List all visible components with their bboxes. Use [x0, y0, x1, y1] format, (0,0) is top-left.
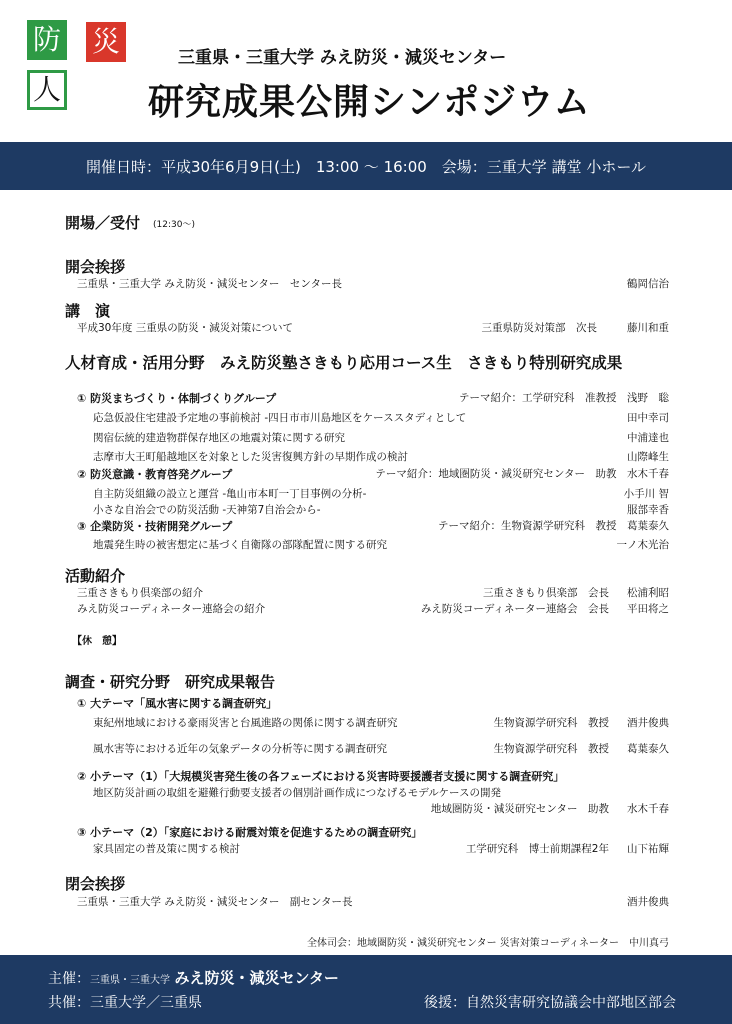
sakimori-heading: 人材育成・活用分野 みえ防災塾さきもり応用コース生 さきもり特別研究成果	[65, 354, 623, 372]
group-1-item-2: 関宿伝統的建造物群保存地区の地震対策に関する研究	[93, 432, 345, 444]
footer-band	[0, 955, 732, 1024]
greeting-speaker: 三重県・三重大学 みえ防災・減災センター センター長	[77, 278, 342, 290]
page-title: 研究成果公開シンポジウム	[148, 82, 591, 123]
lecture-topic: 平成30年度 三重県の防災・減災対策について	[77, 322, 293, 334]
theme-1-heading: ① 大テーマ「風水害に関する調査研究」	[77, 697, 278, 710]
lecture-name: 藤川和重	[627, 322, 669, 334]
theme-1-item-1-affiliation: 生物資源学研究科 教授	[493, 717, 609, 729]
theme-1-item-2-affiliation: 生物資源学研究科 教授	[493, 743, 609, 755]
group-3-name: ③ 企業防災・技術開発グループ	[77, 520, 233, 533]
group-3-item-1: 地震発生時の被害想定に基づく自衛隊の部隊配置に関する研究	[93, 539, 387, 551]
group-2-intro: テーマ紹介：地域圏防災・減災研究センター 助教 水木千春	[375, 468, 669, 480]
footer-host-label: 主催：	[48, 971, 90, 987]
event-date-venue: 開催日時：平成30年6月9日(土) 13:00 〜 16:00 会場：三重大学 講堂 小ホール	[85, 158, 647, 176]
mc-credit: 全体司会：地域圏防災・減災研究センター 災害対策コーディネーター 中川真弓	[307, 938, 669, 949]
organizer-line: 三重県・三重大学 みえ防災・減災センター	[178, 48, 507, 68]
greeting-name: 鶴岡信治	[627, 278, 669, 290]
theme-3-heading: ③ 小テーマ（2）「家庭における耐震対策を促進するための調査研究」	[77, 826, 423, 839]
theme-3-item-1-name: 山下祐輝	[627, 843, 669, 855]
group-1-item-3: 志摩市大王町船越地区を対象とした災害復興方針の早期作成の検討	[93, 451, 408, 463]
closing-speaker: 三重県・三重大学 みえ防災・減災センター 副センター長	[77, 896, 353, 908]
theme-3-item-1: 家具固定の普及策に関する検討	[93, 843, 240, 855]
lecture-affiliation: 三重県防災対策部 次長	[481, 322, 597, 334]
break-label: 【休 憩】	[72, 636, 122, 647]
opening-heading: 開場／受付	[65, 214, 141, 232]
closing-name: 酒井俊典	[627, 896, 669, 908]
opening-time: (12:30〜)	[153, 220, 195, 230]
activity-item-2-name: 平田将之	[627, 603, 669, 615]
group-2-item-2-name: 服部幸香	[627, 504, 669, 516]
theme-1-item-1: 東紀州地域における豪雨災害と台風進路の関係に関する調査研究	[93, 717, 398, 729]
footer-host-name: みえ防災・減災センター	[174, 969, 339, 987]
closing-heading: 閉会挨拶	[65, 875, 126, 893]
activity-item-1-name: 松浦利昭	[627, 587, 669, 599]
research-heading: 調査・研究分野 研究成果報告	[65, 673, 276, 691]
activity-heading: 活動紹介	[65, 567, 126, 585]
theme-2-heading: ② 小テーマ（1）「大規模災害発生後の各フェーズにおける災害時要援護者支援に関する調査研究」	[77, 770, 565, 783]
theme-2-item-1-affiliation: 地域圏防災・減災研究センター 助教	[430, 803, 609, 815]
logo-tile-bou: 防	[27, 20, 67, 60]
activity-item-1-affiliation: 三重さきもり倶楽部 会長	[483, 587, 609, 599]
group-1-item-2-name: 中浦達也	[627, 432, 669, 444]
group-3-intro: テーマ紹介：生物資源学研究科 教授 葛葉泰久	[438, 520, 669, 532]
activity-item-2-affiliation: みえ防災コーディネーター連絡会 会長	[420, 603, 609, 615]
logo-tile-sai: 災	[86, 22, 126, 62]
theme-2-item-1: 地区防災計画の取組を避難行動要支援者の個別計画作成につなげるモデルケースの開発	[93, 787, 502, 799]
theme-3-item-1-affiliation: 工学研究科 博士前期課程2年	[465, 843, 609, 855]
group-1-name: ① 防災まちづくり・体制づくりグループ	[77, 392, 277, 405]
group-3-item-1-name: 一ノ木光治	[616, 539, 669, 551]
activity-item-2: みえ防災コーディネーター連絡会の紹介	[77, 603, 266, 615]
footer-host-small: 三重県・三重大学	[90, 975, 170, 986]
group-2-item-2: 小さな自治会での防災活動 -天神第7自治会から-	[93, 504, 321, 516]
theme-2-item-1-name: 水木千春	[627, 803, 669, 815]
footer-cohost: 共催：三重大学／三重県	[48, 995, 202, 1011]
group-2-item-1-name: 小手川 智	[623, 488, 669, 500]
theme-1-item-2-name: 葛葉泰久	[627, 743, 669, 755]
lecture-heading: 講 演	[65, 302, 111, 320]
footer-support: 後援：自然災害研究協議会中部地区部会	[424, 995, 676, 1011]
group-1-intro: テーマ紹介：工学研究科 准教授 浅野 聡	[459, 392, 669, 404]
group-1-item-1: 応急仮設住宅建設予定地の事前検討 -四日市市川島地区をケーススタディとして	[93, 412, 467, 424]
group-2-item-1: 自主防災組織の設立と運営 -亀山市本町一丁目事例の分析-	[93, 488, 367, 500]
group-2-name: ② 防災意識・教育啓発グループ	[77, 468, 233, 481]
theme-1-item-2: 風水害等における近年の気象データの分析等に関する調査研究	[93, 743, 387, 755]
theme-1-item-1-name: 酒井俊典	[627, 717, 669, 729]
group-1-item-3-name: 山際峰生	[627, 451, 669, 463]
greeting-heading: 開会挨拶	[65, 258, 126, 276]
logo-tile-hito: 人	[27, 70, 67, 110]
footer-host	[48, 967, 339, 988]
group-1-item-1-name: 田中幸司	[627, 412, 669, 424]
activity-item-1: 三重さきもり倶楽部の紹介	[77, 587, 203, 599]
